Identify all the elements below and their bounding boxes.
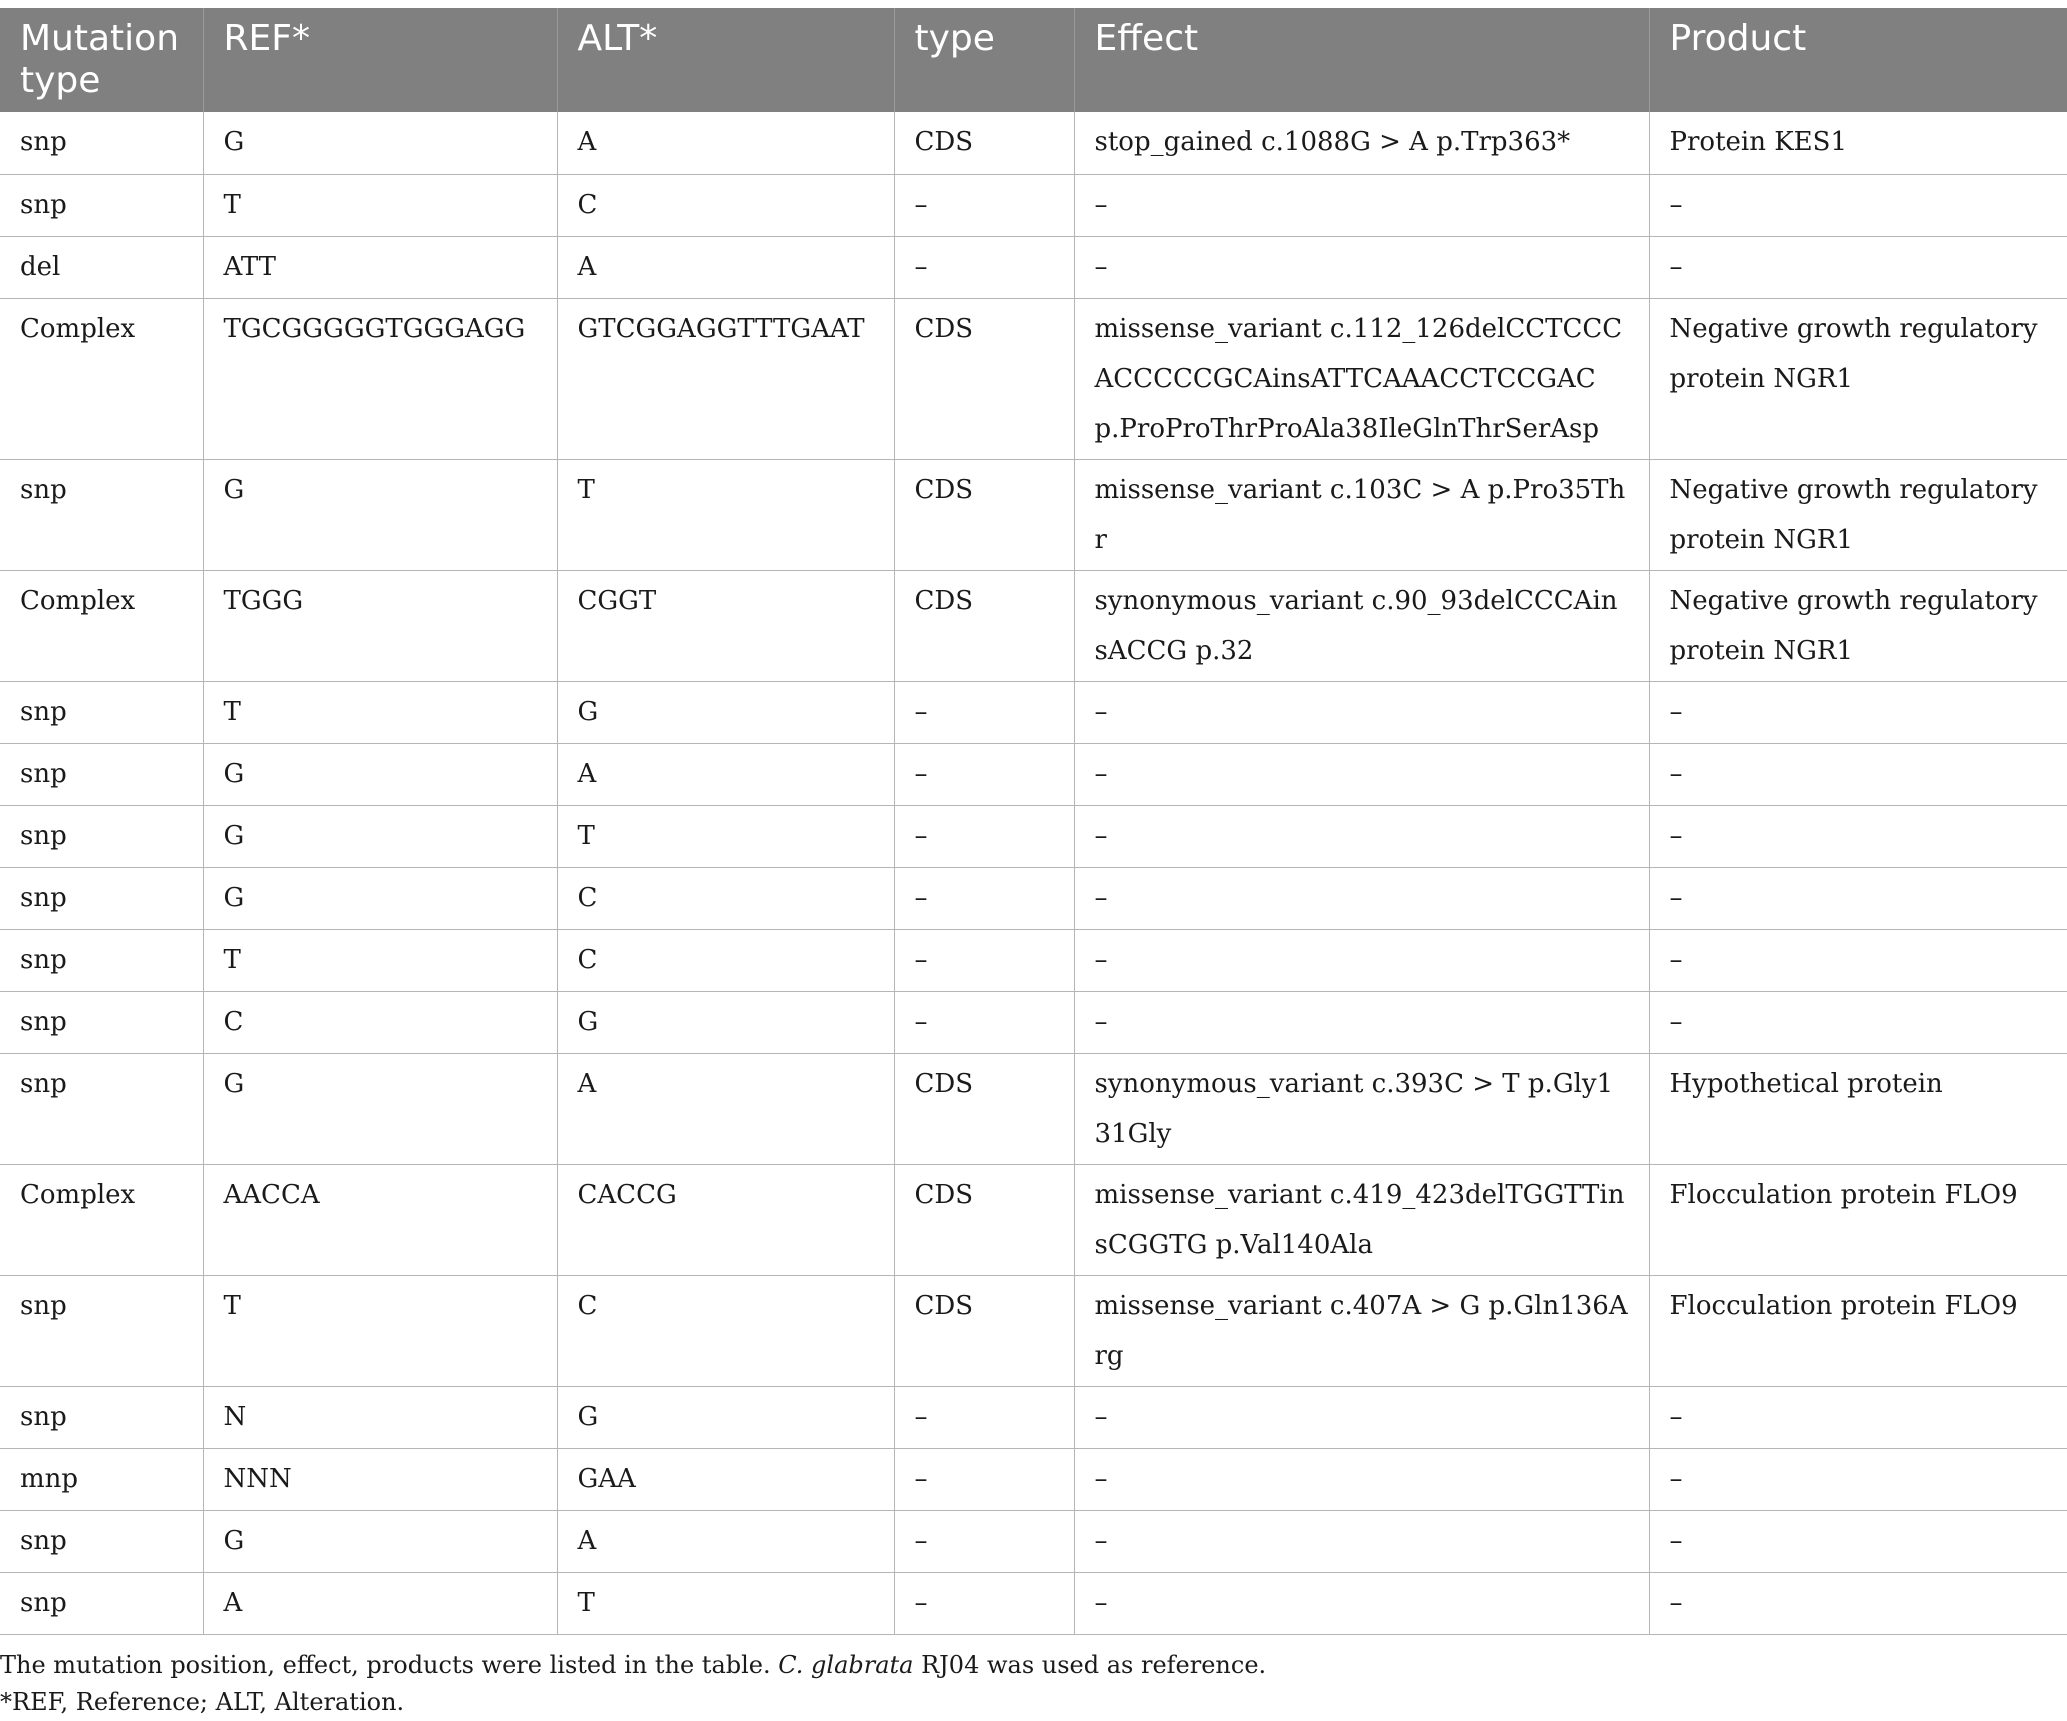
type-cell: – <box>894 743 1074 805</box>
product-cell: – <box>1649 867 2067 929</box>
type-cell: CDS <box>894 1164 1074 1275</box>
ref-cell: G <box>203 1510 557 1572</box>
alt-cell: G <box>557 991 894 1053</box>
product-cell: Flocculation protein FLO9 <box>1649 1164 2067 1275</box>
alt-cell: C <box>557 929 894 991</box>
header-effect: Effect <box>1074 8 1649 112</box>
mutation-type-cell: snp <box>0 991 203 1053</box>
footnote-abbreviations: *REF, Reference; ALT, Alteration. <box>0 1687 405 1716</box>
ref-cell: G <box>203 867 557 929</box>
product-cell: – <box>1649 174 2067 236</box>
mutation-table <box>0 8 2067 1635</box>
table-footnotes <box>0 1647 2067 1721</box>
alt-cell: T <box>557 1572 894 1634</box>
product-cell: – <box>1649 236 2067 298</box>
effect-cell: – <box>1074 681 1649 743</box>
effect-cell: – <box>1074 1572 1649 1634</box>
product-cell: – <box>1649 743 2067 805</box>
mutation-type-cell: snp <box>0 459 203 570</box>
alt-cell: A <box>557 1053 894 1164</box>
mutation-type-cell: snp <box>0 681 203 743</box>
table-row <box>0 1510 2067 1572</box>
alt-cell: A <box>557 236 894 298</box>
product-cell: Negative growth regulatory protein NGR1 <box>1649 570 2067 681</box>
effect-cell: – <box>1074 867 1649 929</box>
effect-cell: missense_variant c.419_423delTGGTTinsCGGTG p.Val140Ala <box>1074 1164 1649 1275</box>
ref-cell: T <box>203 1275 557 1386</box>
effect-cell: – <box>1074 174 1649 236</box>
type-cell: – <box>894 1386 1074 1448</box>
effect-cell: – <box>1074 1510 1649 1572</box>
ref-cell: C <box>203 991 557 1053</box>
product-cell: Protein KES1 <box>1649 112 2067 174</box>
alt-cell: GTCGGAGGTTTGAAT <box>557 298 894 459</box>
mutation-type-cell: snp <box>0 1510 203 1572</box>
table-row <box>0 1275 2067 1386</box>
table-row <box>0 991 2067 1053</box>
product-cell: – <box>1649 1448 2067 1510</box>
mutation-type-cell: del <box>0 236 203 298</box>
effect-cell: synonymous_variant c.393C > T p.Gly131Gly <box>1074 1053 1649 1164</box>
type-cell: – <box>894 1510 1074 1572</box>
type-cell: CDS <box>894 1275 1074 1386</box>
effect-cell: missense_variant c.112_126delCCTCCCACCCCCGCAinsATTCAAACCTCCGAC p.ProProThrProAla38IleGlnThrSerAsp <box>1074 298 1649 459</box>
header-row <box>0 8 2067 112</box>
ref-cell: T <box>203 681 557 743</box>
ref-cell: N <box>203 1386 557 1448</box>
header-product: Product <box>1649 8 2067 112</box>
table-body <box>0 112 2067 1634</box>
type-cell: – <box>894 681 1074 743</box>
product-cell: Negative growth regulatory protein NGR1 <box>1649 459 2067 570</box>
alt-cell: C <box>557 174 894 236</box>
effect-cell: stop_gained c.1088G > A p.Trp363* <box>1074 112 1649 174</box>
type-cell: CDS <box>894 112 1074 174</box>
ref-cell: AACCA <box>203 1164 557 1275</box>
table-row <box>0 174 2067 236</box>
type-cell: – <box>894 1572 1074 1634</box>
table-row <box>0 459 2067 570</box>
alt-cell: A <box>557 1510 894 1572</box>
effect-cell: missense_variant c.407A > G p.Gln136Arg <box>1074 1275 1649 1386</box>
ref-cell: G <box>203 112 557 174</box>
ref-cell: A <box>203 1572 557 1634</box>
mutation-type-cell: Complex <box>0 1164 203 1275</box>
table-container <box>0 8 2067 1721</box>
product-cell: Hypothetical protein <box>1649 1053 2067 1164</box>
effect-cell: missense_variant c.103C > A p.Pro35Thr <box>1074 459 1649 570</box>
mutation-type-cell: snp <box>0 112 203 174</box>
product-cell: Negative growth regulatory protein NGR1 <box>1649 298 2067 459</box>
table-row <box>0 570 2067 681</box>
product-cell: – <box>1649 1510 2067 1572</box>
alt-cell: G <box>557 1386 894 1448</box>
mutation-type-cell: snp <box>0 1053 203 1164</box>
effect-cell: – <box>1074 1448 1649 1510</box>
ref-cell: G <box>203 1053 557 1164</box>
type-cell: – <box>894 236 1074 298</box>
effect-cell: synonymous_variant c.90_93delCCCAinsACCG p.32 <box>1074 570 1649 681</box>
table-row <box>0 743 2067 805</box>
product-cell: – <box>1649 991 2067 1053</box>
footnote-reference <box>0 1647 2067 1684</box>
mutation-type-cell: snp <box>0 1275 203 1386</box>
table-row <box>0 112 2067 174</box>
alt-cell: C <box>557 1275 894 1386</box>
ref-cell: G <box>203 805 557 867</box>
mutation-type-cell: snp <box>0 743 203 805</box>
ref-cell: TGGG <box>203 570 557 681</box>
effect-cell: – <box>1074 1386 1649 1448</box>
type-cell: – <box>894 867 1074 929</box>
effect-cell: – <box>1074 991 1649 1053</box>
table-row <box>0 867 2067 929</box>
effect-cell: – <box>1074 236 1649 298</box>
alt-cell: CGGT <box>557 570 894 681</box>
effect-cell: – <box>1074 929 1649 991</box>
product-cell: – <box>1649 1386 2067 1448</box>
alt-cell: CACCG <box>557 1164 894 1275</box>
type-cell: CDS <box>894 570 1074 681</box>
effect-cell: – <box>1074 805 1649 867</box>
effect-cell: – <box>1074 743 1649 805</box>
ref-cell: ATT <box>203 236 557 298</box>
header-mutation-type: Mutation type <box>0 8 203 112</box>
table-row <box>0 805 2067 867</box>
type-cell: – <box>894 174 1074 236</box>
mutation-type-cell: mnp <box>0 1448 203 1510</box>
alt-cell: T <box>557 459 894 570</box>
table-row <box>0 1448 2067 1510</box>
mutation-type-cell: snp <box>0 1572 203 1634</box>
footnote-reference-text: The mutation position, effect, products were listed in the table. <box>0 1650 779 1679</box>
table-row <box>0 1386 2067 1448</box>
product-cell: Flocculation protein FLO9 <box>1649 1275 2067 1386</box>
table-row <box>0 1572 2067 1634</box>
product-cell: – <box>1649 681 2067 743</box>
alt-cell: C <box>557 867 894 929</box>
alt-cell: G <box>557 681 894 743</box>
mutation-type-cell: Complex <box>0 298 203 459</box>
mutation-type-cell: snp <box>0 1386 203 1448</box>
mutation-type-cell: snp <box>0 805 203 867</box>
ref-cell: T <box>203 174 557 236</box>
product-cell: – <box>1649 929 2067 991</box>
ref-cell: TGCGGGGGTGGGAGG <box>203 298 557 459</box>
type-cell: CDS <box>894 298 1074 459</box>
mutation-type-cell: Complex <box>0 570 203 681</box>
type-cell: CDS <box>894 459 1074 570</box>
ref-cell: NNN <box>203 1448 557 1510</box>
ref-cell: G <box>203 459 557 570</box>
footnote-reference-end: RJ04 was used as reference. <box>913 1650 1267 1679</box>
ref-cell: G <box>203 743 557 805</box>
mutation-type-cell: snp <box>0 174 203 236</box>
header-ref: REF* <box>203 8 557 112</box>
alt-cell: A <box>557 112 894 174</box>
type-cell: CDS <box>894 1053 1074 1164</box>
type-cell: – <box>894 805 1074 867</box>
table-row <box>0 681 2067 743</box>
product-cell: – <box>1649 805 2067 867</box>
footnote-species: C. glabrata <box>778 1650 914 1679</box>
table-row <box>0 1053 2067 1164</box>
type-cell: – <box>894 1448 1074 1510</box>
table-row <box>0 236 2067 298</box>
table-row <box>0 1164 2067 1275</box>
mutation-type-cell: snp <box>0 867 203 929</box>
table-row <box>0 298 2067 459</box>
header-type: type <box>894 8 1074 112</box>
mutation-type-cell: snp <box>0 929 203 991</box>
ref-cell: T <box>203 929 557 991</box>
header-alt: ALT* <box>557 8 894 112</box>
type-cell: – <box>894 929 1074 991</box>
type-cell: – <box>894 991 1074 1053</box>
alt-cell: GAA <box>557 1448 894 1510</box>
alt-cell: A <box>557 743 894 805</box>
alt-cell: T <box>557 805 894 867</box>
table-row <box>0 929 2067 991</box>
product-cell: – <box>1649 1572 2067 1634</box>
